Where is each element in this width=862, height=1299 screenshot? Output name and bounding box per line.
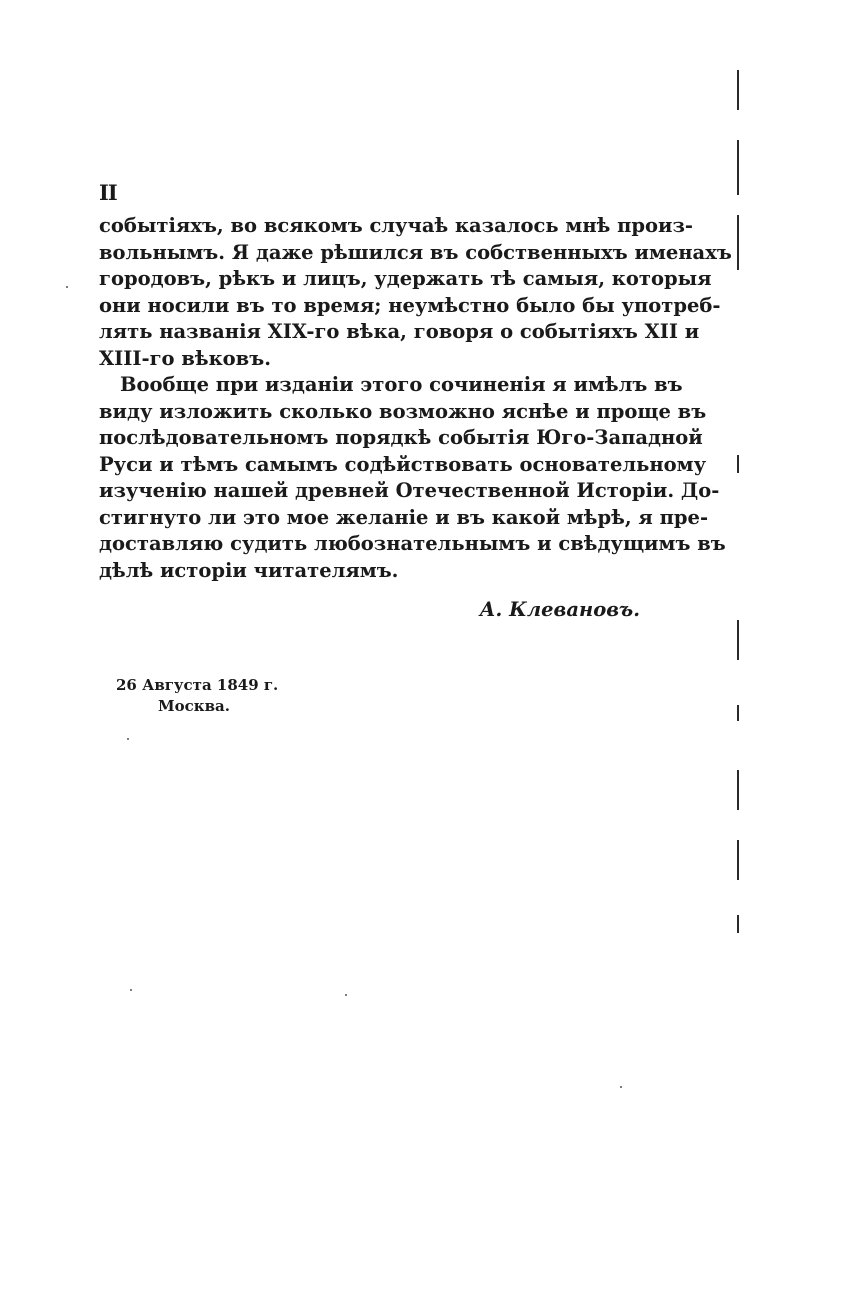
scan-speck	[127, 738, 129, 740]
scan-speck	[620, 1086, 622, 1088]
text-line: городовъ, рѣкъ и лицъ, удержать тѣ самыя, которыя	[99, 267, 712, 290]
scan-edge-mark	[737, 915, 739, 933]
text-line: Руси и тѣмъ самымъ содѣйствовать основательному	[99, 452, 707, 476]
text-line: событіяхъ, во всякомъ случаѣ казалось мнѣ произ-	[99, 214, 694, 237]
text-line: XIII-го вѣковъ.	[99, 346, 271, 370]
scan-edge-mark	[737, 215, 739, 270]
scan-edge-mark	[737, 455, 739, 473]
text-line: дѣлѣ исторіи читателямъ.	[99, 558, 399, 582]
text-line: стигнуто ли это мое желаніе и въ какой мѣрѣ, я пре-	[99, 505, 709, 529]
body-text	[99, 213, 732, 584]
text-line: они носили въ то время; неумѣстно было бы употреб-	[99, 293, 721, 317]
scan-edge-mark	[737, 840, 739, 880]
scan-speck	[66, 286, 68, 288]
text-line: лять названія XIX-го вѣка, говоря о событіяхъ XII и	[99, 320, 700, 343]
scan-speck	[345, 994, 347, 996]
text-line: Вообще при изданіи этого сочиненія я имѣлъ въ	[120, 373, 683, 396]
paragraph-1	[99, 213, 732, 372]
text-line: изученію нашей древней Отечественной Исторіи. До-	[99, 479, 720, 502]
scan-edge-mark	[737, 770, 739, 810]
text-line: послѣдовательномъ порядкѣ событія Юго-Западной	[99, 426, 703, 449]
text-line: вольнымъ. Я даже рѣшился въ собственныхъ именахъ	[99, 240, 732, 264]
text-line: доставляю судить любознательнымъ и свѣдущимъ въ	[99, 532, 726, 555]
scan-edge-mark	[737, 705, 739, 721]
scan-edge-mark	[737, 70, 739, 110]
date-line: 26 Августа 1849 г.	[116, 676, 279, 694]
author-signature: А. Клевановъ.	[479, 598, 640, 621]
scan-edge-mark	[737, 620, 739, 660]
place-line: Москва.	[158, 697, 230, 715]
scan-edge-mark	[737, 140, 739, 195]
paragraph-2	[99, 372, 726, 584]
page-number: II	[99, 180, 117, 205]
scan-speck	[130, 989, 132, 991]
text-line: виду изложить сколько возможно яснѣе и проще въ	[99, 399, 707, 423]
